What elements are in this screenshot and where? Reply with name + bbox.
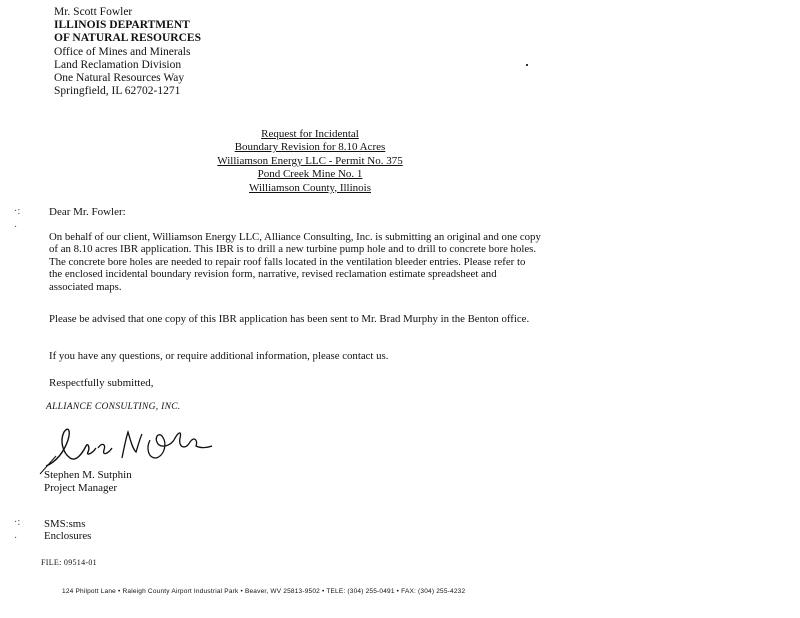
typist-initials: SMS:sms [44, 518, 86, 530]
firm-name: ALLIANCE CONSULTING, INC. [46, 402, 181, 412]
signer-name: Stephen M. Sutphin [44, 469, 132, 481]
recipient-office: Office of Mines and Minerals [54, 45, 191, 58]
recipient-address [54, 6, 201, 98]
subject-line-1: Request for Incidental [261, 128, 359, 140]
closing: Respectfully submitted, [49, 377, 154, 389]
hole-punch-mark-icon: · [14, 222, 18, 233]
hole-punch-mark-icon: ·: [14, 517, 21, 528]
body-paragraph-3: If you have any questions, or require additional information, please contact us. [49, 350, 389, 362]
recipient-department-line2: OF NATURAL RESOURCES [54, 32, 201, 45]
letterhead-footer: 124 Philpott Lane • Raleigh County Airport Industrial Park • Beaver, WV 25813-9502 • TELE: (304) 255-0491 • FAX: (304) 255-4232 [62, 588, 466, 595]
handwritten-signature [38, 418, 218, 476]
subject-line-3: Williamson Energy LLC - Permit No. 375 [217, 154, 403, 167]
file-number: FILE: 09514-01 [41, 558, 97, 567]
recipient-division: Land Reclamation Division [54, 58, 182, 71]
signer-block [44, 469, 132, 494]
recipient-city: Springfield, IL 62702-1271 [54, 85, 181, 98]
body-paragraph-2: Please be advised that one copy of this IBR application has been sent to Mr. Brad Murphy in the Benton office. [49, 313, 530, 325]
body-paragraph-1: On behalf of our client, Williamson Energy LLC, Alliance Consulting, Inc. is submitting an original and one copy of an 8.10 acres IBR application. This IBR is to drill a new turbine pump hole and to drill to concrete bore holes. The concrete bore holes are needed to repair roof falls located in the ventilation bleeder entries. Please refer to the enclosed incidental boundary revision form, narrative, revised reclamation estimate spreadsheet and associated maps. [49, 231, 541, 293]
subject-line-2: Boundary Revision for 8.10 Acres [234, 141, 386, 154]
subject-line-5: Williamson County, Illinois [249, 181, 371, 194]
salutation: Dear Mr. Fowler: [49, 206, 126, 218]
recipient-name: Mr. Scott Fowler [54, 6, 133, 18]
hole-punch-mark-icon: ·: [14, 206, 21, 217]
subject-line-4: Pond Creek Mine No. 1 [257, 168, 363, 181]
recipient-department-line1: ILLINOIS DEPARTMENT [54, 19, 190, 32]
recipient-street: One Natural Resources Way [54, 72, 185, 85]
hole-punch-mark-icon: · [14, 533, 18, 544]
signer-title: Project Manager [44, 481, 117, 494]
enclosure-block [44, 518, 91, 543]
subject-block [160, 128, 460, 195]
scan-speck [526, 64, 528, 66]
enclosures-note: Enclosures [44, 530, 92, 543]
